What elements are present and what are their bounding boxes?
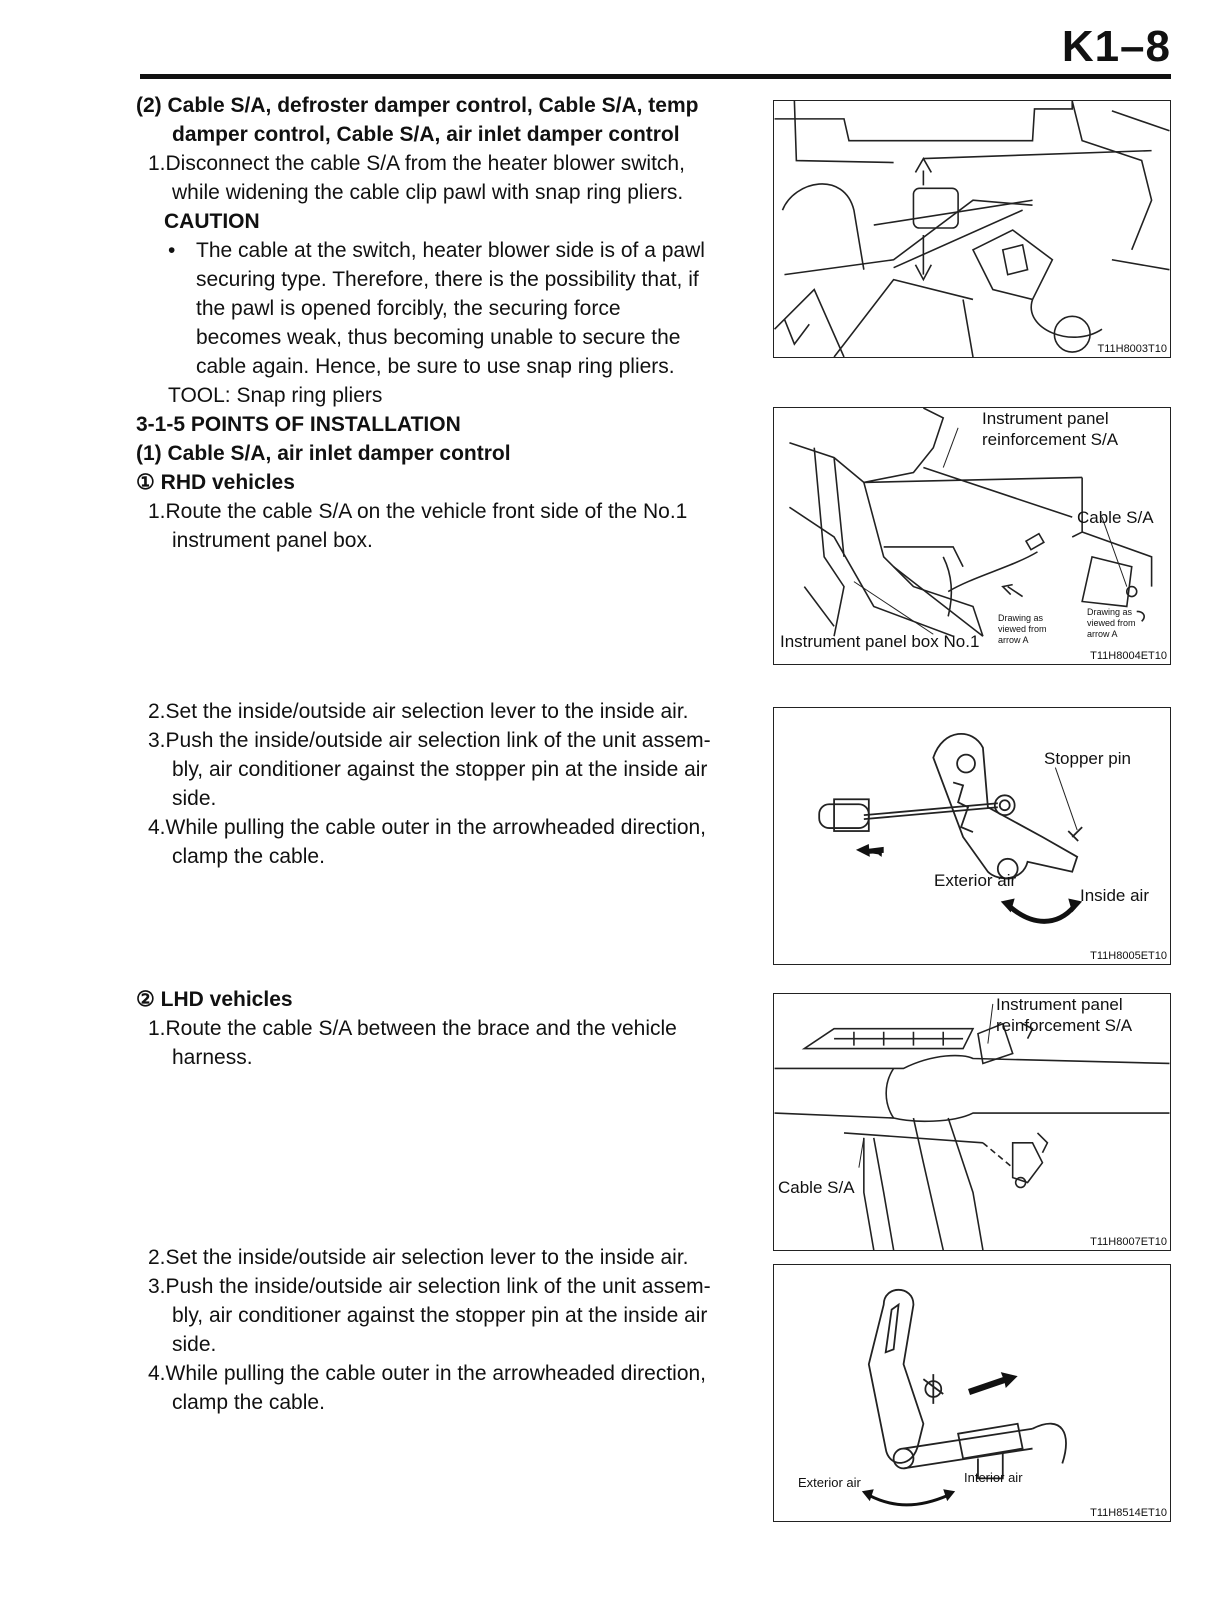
label-cable-sa: Cable S/A xyxy=(1077,508,1154,527)
lhd-heading: ② LHD vehicles xyxy=(136,988,293,1011)
lhd-step-3-line3: side. xyxy=(172,1333,217,1356)
figure-code: T11H8004ET10 xyxy=(1090,650,1167,662)
caution-label: CAUTION xyxy=(164,210,260,233)
caution-line: cable again. Hence, be sure to use snap ring pliers. xyxy=(196,355,675,378)
label-reinforcement-1: Instrument panel xyxy=(996,995,1123,1014)
figure-code: T11H8007ET10 xyxy=(1090,1236,1167,1248)
figure-code: T11H8514ET10 xyxy=(1090,1507,1167,1519)
section-315-heading: 3-1-5 POINTS OF INSTALLATION xyxy=(136,413,461,436)
caution-line: The cable at the switch, heater blower side is of a pawl xyxy=(196,239,705,262)
lhd-step-3-line1: 3.Push the inside/outside air selection link of the unit assem- xyxy=(148,1275,711,1298)
figure-code: T11H8005ET10 xyxy=(1090,950,1167,962)
figure-rhd-selection-link xyxy=(773,707,1171,965)
rhd-step-2: 2.Set the inside/outside air selection lever to the inside air. xyxy=(148,700,689,723)
rhd-heading: ① RHD vehicles xyxy=(136,471,295,494)
rhd-step-3-line2: bly, air conditioner against the stopper pin at the inside air xyxy=(172,758,708,781)
label-exterior-air: Exterior air xyxy=(798,1475,861,1490)
label-interior-air: Interior air xyxy=(964,1470,1023,1485)
lhd-step-3-line2: bly, air conditioner against the stopper pin at the inside air xyxy=(172,1304,708,1327)
figure-lhd-cable-routing xyxy=(773,993,1171,1251)
caution-bullet: • xyxy=(168,239,176,262)
lhd-step-4-line1: 4.While pulling the cable outer in the arrowheaded direction, xyxy=(148,1362,707,1385)
label-reinforcement-2: reinforcement S/A xyxy=(982,430,1119,449)
lhd-step-1-line1: 1.Route the cable S/A between the brace and the vehicle xyxy=(148,1017,677,1040)
lhd-step-4-line2: clamp the cable. xyxy=(172,1391,325,1414)
page-number: K1–8 xyxy=(1061,22,1171,71)
figure-code: T11H8003T10 xyxy=(1097,343,1167,355)
label-instrument-panel-box: Instrument panel box No.1 xyxy=(780,632,980,651)
rhd-step-3-line1: 3.Push the inside/outside air selection link of the unit assem- xyxy=(148,729,711,752)
label-reinforcement-2: reinforcement S/A xyxy=(996,1016,1133,1035)
header-rule xyxy=(140,74,1171,79)
step-1-line1: 1.Disconnect the cable S/A from the heater blower switch, xyxy=(148,152,685,175)
figure-instrument-panel-box xyxy=(773,407,1171,665)
note-a-line1: Drawing as xyxy=(998,613,1044,623)
section-2-heading-line1: (2) Cable S/A, defroster damper control, Cable S/A, temp xyxy=(136,94,699,117)
section-2-heading-line2: damper control, Cable S/A, air inlet damper control xyxy=(172,123,680,146)
lhd-step-2: 2.Set the inside/outside air selection lever to the inside air. xyxy=(148,1246,689,1269)
label-stopper-pin: Stopper pin xyxy=(1044,749,1131,768)
tool-line: TOOL: Snap ring pliers xyxy=(168,384,383,407)
step-1-line2: while widening the cable clip pawl with snap ring pliers. xyxy=(172,181,684,204)
note-b-line3: arrow A xyxy=(1087,629,1118,639)
label-cable-sa: Cable S/A xyxy=(778,1178,855,1197)
caution-line: becomes weak, thus becoming unable to secure the xyxy=(196,326,681,349)
note-b-line2: viewed from xyxy=(1087,618,1136,628)
label-inside-air: Inside air xyxy=(1080,886,1149,905)
note-a-line3: arrow A xyxy=(998,635,1029,645)
rhd-step-4-line2: clamp the cable. xyxy=(172,845,325,868)
rhd-step-1-line2: instrument panel box. xyxy=(172,529,373,552)
note-a-line2: viewed from xyxy=(998,624,1047,634)
rhd-step-1-line1: 1.Route the cable S/A on the vehicle front side of the No.1 xyxy=(148,500,688,523)
caution-line: the pawl is opened forcibly, the securing force xyxy=(196,297,621,320)
rhd-step-3-line3: side. xyxy=(172,787,217,810)
label-reinforcement-1: Instrument panel xyxy=(982,409,1109,428)
note-b-line1: Drawing as xyxy=(1087,607,1133,617)
figure-heater-blower-switch xyxy=(773,100,1171,358)
rhd-step-4-line1: 4.While pulling the cable outer in the arrowheaded direction, xyxy=(148,816,707,839)
switch-illustration xyxy=(774,101,1170,357)
rhd-link-illustration xyxy=(774,708,1170,964)
label-exterior-air: Exterior air xyxy=(934,871,1017,890)
section-315-subheading: (1) Cable S/A, air inlet damper control xyxy=(136,442,511,465)
figure-lhd-selection-link xyxy=(773,1264,1171,1522)
lhd-step-1-line2: harness. xyxy=(172,1046,253,1069)
caution-line: securing type. Therefore, there is the possibility that, if xyxy=(196,268,699,291)
